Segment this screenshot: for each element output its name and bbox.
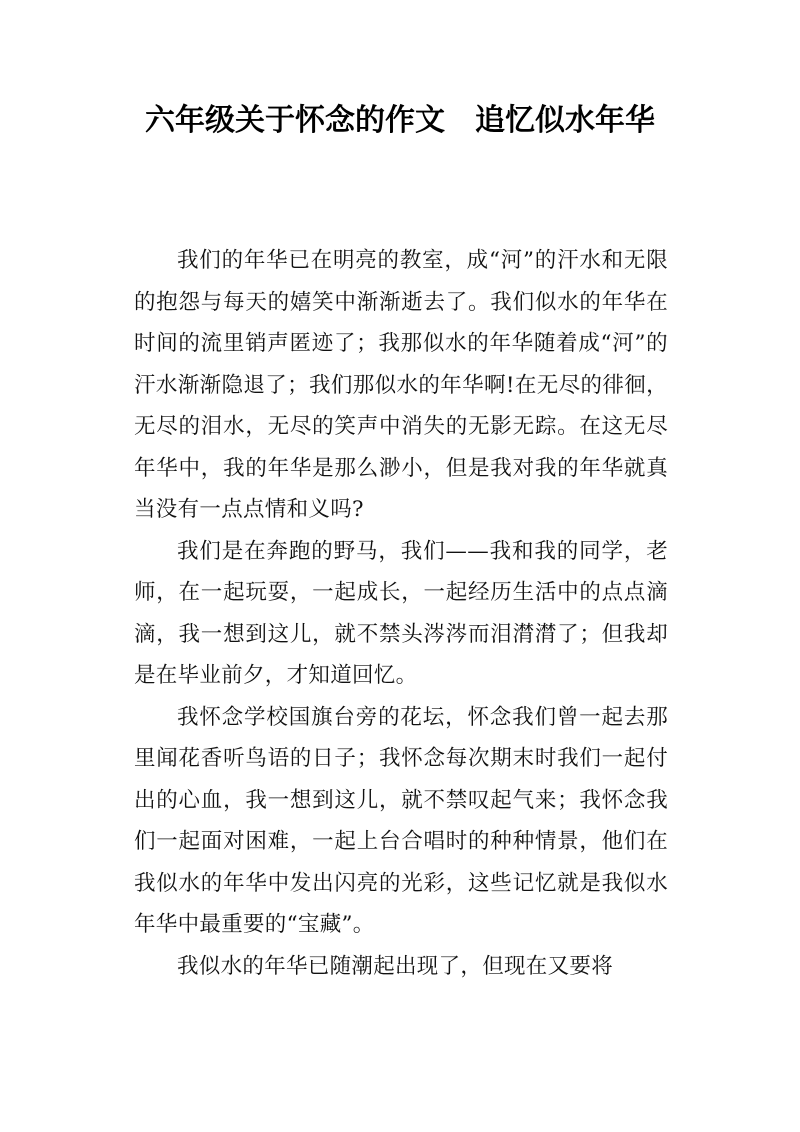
- title-main: 六年级关于怀念的作文: [145, 103, 445, 138]
- paragraph-4: 我似水的年华已随潮起出现了，但现在又要将: [177, 953, 614, 979]
- title-subtitle: 追忆似水年华: [475, 103, 655, 138]
- paragraph-3: 我怀念学校国旗台旁的花坛，怀念我们曾一起去那里闻花香听鸟语的日子；我怀念每次期末时我们一起付出的心血，我一想到这儿，就不禁叹起气来；我怀念我们一起面对困难，一起上台合唱时的种种情景，他们在我似水的年华中发出闪亮的光彩，这些记忆就是我似水年华中最重要的“宝藏”。: [134, 704, 668, 937]
- document-title: [130, 98, 670, 144]
- paragraph-1: 我们的年华已在明亮的教室，成“河”的汗水和无限的抱怨与每天的嬉笑中渐渐逝去了。我们似水的年华在时间的流里销声匿迹了；我那似水的年华随着成“河”的汗水渐渐隐退了；我们那似水的年华啊!在无尽的徘徊，无尽的泪水，无尽的笑声中消失的无影无踪。在这无尽年华中，我的年华是那么渺小，但是我对我的年华就真当没有一点点情和义吗?: [134, 248, 668, 522]
- paragraph-2: 我们是在奔跑的野马，我们——我和我的同学，老师，在一起玩耍，一起成长，一起经历生活中的点点滴滴，我一想到这儿，就不禁头涔涔而泪潸潸了；但我却是在毕业前夕，才知道回忆。: [134, 538, 668, 688]
- essay-body: [134, 240, 668, 987]
